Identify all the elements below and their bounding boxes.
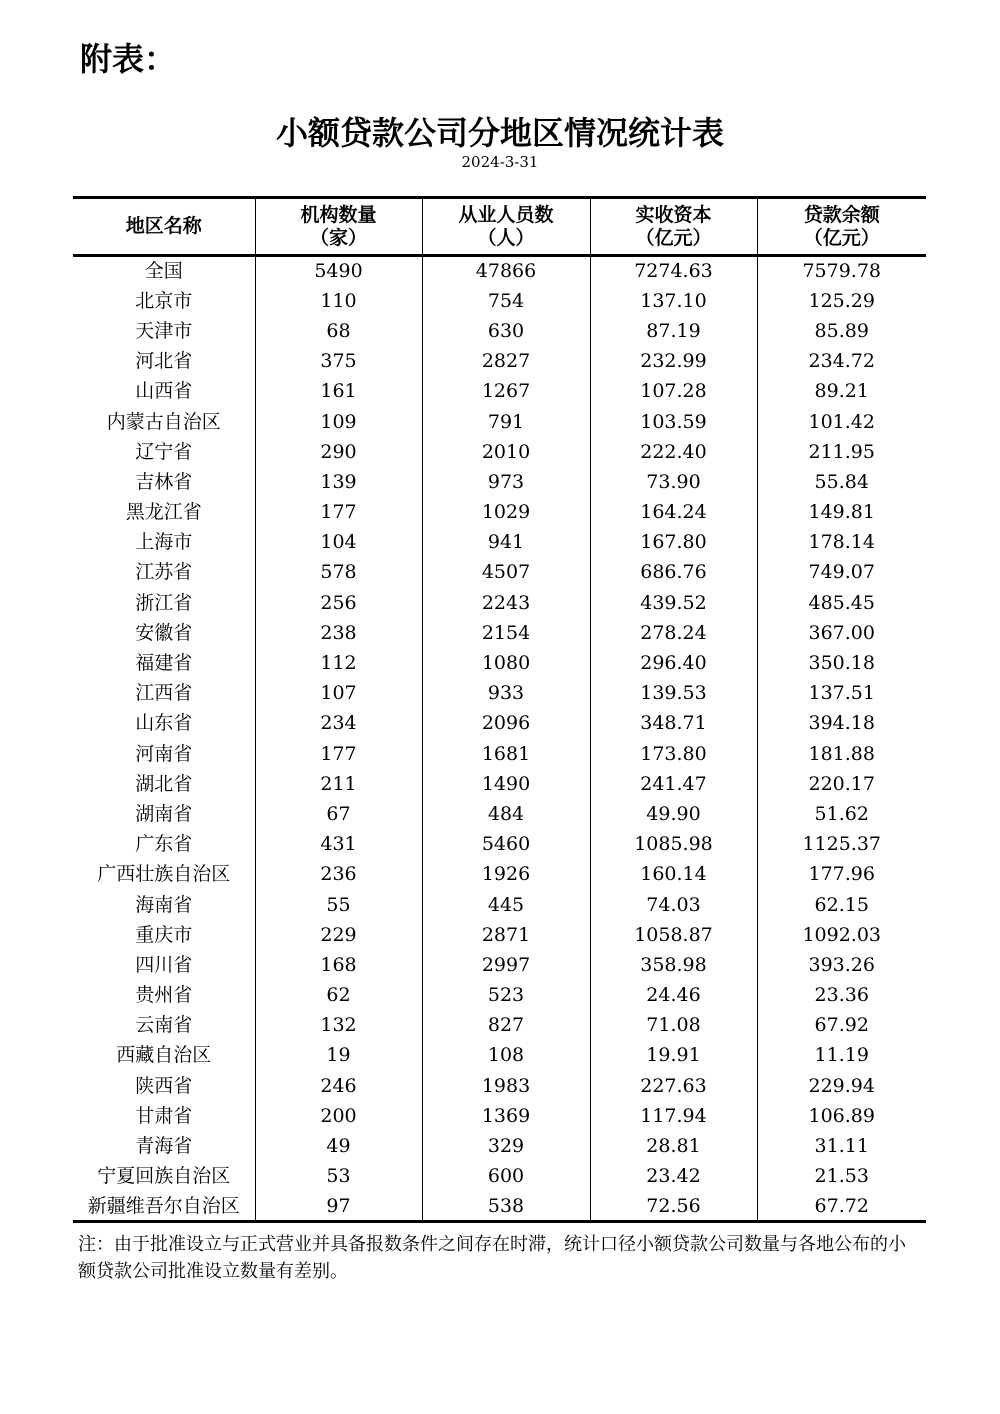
paid-in-capital-cell: 686.76 (590, 557, 757, 587)
table-header (73, 198, 926, 256)
loan-balance-cell: 350.18 (757, 648, 926, 678)
paid-in-capital-cell: 1058.87 (590, 920, 757, 950)
region-cell: 重庆市 (135, 923, 193, 946)
institutions-cell: 55 (255, 889, 422, 919)
paid-in-capital-cell: 139.53 (590, 678, 757, 708)
column-header-label: 从业人员数 (458, 203, 554, 226)
employees-cell: 630 (422, 316, 590, 346)
loan-balance-cell: 31.11 (757, 1131, 926, 1161)
region-cell: 上海市 (135, 531, 193, 554)
institutions-cell: 62 (255, 980, 422, 1010)
table-row (73, 557, 926, 587)
institutions-cell: 177 (255, 739, 422, 769)
institutions-cell: 578 (255, 557, 422, 587)
loan-balance-cell: 23.36 (757, 980, 926, 1010)
region-cell: 甘肃省 (135, 1104, 193, 1127)
table-row (73, 527, 926, 557)
employees-cell: 1983 (422, 1071, 590, 1101)
table-row (73, 1101, 926, 1131)
table-row (73, 1010, 926, 1040)
region-cell: 湖北省 (135, 772, 193, 795)
employees-cell: 973 (422, 467, 590, 497)
loan-balance-cell: 11.19 (757, 1040, 926, 1070)
employees-cell: 827 (422, 1010, 590, 1040)
paid-in-capital-cell: 74.03 (590, 889, 757, 919)
institutions-cell: 109 (255, 406, 422, 436)
table-row (73, 708, 926, 738)
paid-in-capital-cell: 103.59 (590, 406, 757, 436)
loan-balance-cell: 85.89 (757, 316, 926, 346)
institutions-cell: 19 (255, 1040, 422, 1070)
employees-cell: 791 (422, 406, 590, 436)
employees-cell: 2997 (422, 950, 590, 980)
table-row (73, 769, 926, 799)
employees-cell: 2096 (422, 708, 590, 738)
loan-balance-cell: 106.89 (757, 1101, 926, 1131)
employees-cell: 1029 (422, 497, 590, 527)
institutions-cell: 67 (255, 799, 422, 829)
institutions-cell: 68 (255, 316, 422, 346)
page-title: 小额贷款公司分地区情况统计表 (275, 114, 724, 152)
paid-in-capital-cell: 232.99 (590, 346, 757, 376)
table-row (73, 739, 926, 769)
employees-cell: 1369 (422, 1101, 590, 1131)
region-cell: 河北省 (135, 350, 193, 373)
paid-in-capital-cell: 107.28 (590, 376, 757, 406)
loan-balance-cell: 149.81 (757, 497, 926, 527)
paid-in-capital-cell: 73.90 (590, 467, 757, 497)
employees-cell: 108 (422, 1040, 590, 1070)
footnote: 注：由于批准设立与正式营业并具备报数条件之间存在时滞，统计口径小额贷款公司数量与各地公布的小额贷款公司批准设立数量有差别。 (78, 1234, 906, 1282)
table-row (73, 678, 926, 708)
loan-balance-cell: 178.14 (757, 527, 926, 557)
table-row (73, 1131, 926, 1161)
paid-in-capital-cell: 173.80 (590, 739, 757, 769)
paid-in-capital-cell: 348.71 (590, 708, 757, 738)
region-cell: 河南省 (135, 742, 193, 765)
employees-cell: 47866 (422, 256, 590, 286)
employees-cell: 484 (422, 799, 590, 829)
loan-balance-cell: 67.72 (757, 1191, 926, 1221)
employees-cell: 600 (422, 1161, 590, 1191)
institutions-cell: 229 (255, 920, 422, 950)
loan-balance-cell: 177.96 (757, 859, 926, 889)
paid-in-capital-cell: 24.46 (590, 980, 757, 1010)
paid-in-capital-cell: 87.19 (590, 316, 757, 346)
table-row (73, 588, 926, 618)
loan-balance-cell: 67.92 (757, 1010, 926, 1040)
table-row (73, 1191, 926, 1221)
column-header-unit: （家） (309, 226, 367, 249)
employees-cell: 1926 (422, 859, 590, 889)
institutions-cell: 375 (255, 346, 422, 376)
column-header-unit: （亿元） (803, 226, 880, 249)
loan-balance-cell: 393.26 (757, 950, 926, 980)
institutions-cell: 168 (255, 950, 422, 980)
loan-balance-cell: 62.15 (757, 889, 926, 919)
paid-in-capital-cell: 49.90 (590, 799, 757, 829)
column-header-region (73, 198, 255, 256)
institutions-cell: 49 (255, 1131, 422, 1161)
region-cell: 吉林省 (135, 470, 193, 493)
region-cell: 安徽省 (135, 621, 193, 644)
paid-in-capital-cell: 167.80 (590, 527, 757, 557)
employees-cell: 329 (422, 1131, 590, 1161)
paid-in-capital-cell: 71.08 (590, 1010, 757, 1040)
paid-in-capital-cell: 28.81 (590, 1131, 757, 1161)
loan-balance-cell: 367.00 (757, 618, 926, 648)
column-header-label: 地区名称 (125, 215, 202, 237)
loan-balance-cell: 137.51 (757, 678, 926, 708)
paid-in-capital-cell: 222.40 (590, 437, 757, 467)
paid-in-capital-cell: 358.98 (590, 950, 757, 980)
loan-balance-cell: 51.62 (757, 799, 926, 829)
loan-balance-cell: 234.72 (757, 346, 926, 376)
loan-balance-cell: 485.45 (757, 588, 926, 618)
table-row (73, 1071, 926, 1101)
column-header-label: 贷款余额 (803, 203, 880, 226)
region-cell: 青海省 (135, 1135, 193, 1158)
column-header-unit: （亿元） (635, 226, 712, 249)
column-header-label: 实收资本 (635, 203, 712, 226)
loan-balance-cell: 1092.03 (757, 920, 926, 950)
loan-balance-cell: 394.18 (757, 708, 926, 738)
employees-cell: 5460 (422, 829, 590, 859)
table-row (73, 406, 926, 436)
institutions-cell: 246 (255, 1071, 422, 1101)
paid-in-capital-cell: 7274.63 (590, 256, 757, 286)
institutions-cell: 234 (255, 708, 422, 738)
region-cell: 天津市 (135, 319, 193, 342)
employees-cell: 2243 (422, 588, 590, 618)
region-cell: 广东省 (135, 833, 193, 856)
employees-cell: 941 (422, 527, 590, 557)
region-cell: 内蒙古自治区 (106, 410, 221, 433)
paid-in-capital-cell: 72.56 (590, 1191, 757, 1221)
region-cell: 黑龙江省 (125, 501, 202, 524)
appendix-label: 附表： (80, 40, 177, 78)
employees-cell: 933 (422, 678, 590, 708)
column-header-paid-in-capital (590, 198, 757, 256)
employees-cell: 1080 (422, 648, 590, 678)
table-row (73, 316, 926, 346)
paid-in-capital-cell: 278.24 (590, 618, 757, 648)
paid-in-capital-cell: 117.94 (590, 1101, 757, 1131)
loan-balance-cell: 89.21 (757, 376, 926, 406)
institutions-cell: 97 (255, 1191, 422, 1221)
statistics-table (73, 196, 926, 1223)
employees-cell: 2010 (422, 437, 590, 467)
institutions-cell: 290 (255, 437, 422, 467)
paid-in-capital-cell: 296.40 (590, 648, 757, 678)
institutions-cell: 211 (255, 769, 422, 799)
table-row (73, 437, 926, 467)
paid-in-capital-cell: 1085.98 (590, 829, 757, 859)
institutions-cell: 256 (255, 588, 422, 618)
region-cell: 山东省 (135, 712, 193, 735)
institutions-cell: 431 (255, 829, 422, 859)
column-header-label: 机构数量 (300, 203, 377, 226)
loan-balance-cell: 1125.37 (757, 829, 926, 859)
institutions-cell: 132 (255, 1010, 422, 1040)
table-row (73, 376, 926, 406)
table-body (73, 256, 926, 1222)
region-cell: 云南省 (135, 1014, 193, 1037)
region-cell: 广西壮族自治区 (97, 863, 231, 886)
table-row (73, 286, 926, 316)
loan-balance-cell: 125.29 (757, 286, 926, 316)
loan-balance-cell: 55.84 (757, 467, 926, 497)
table-row (73, 950, 926, 980)
employees-cell: 2871 (422, 920, 590, 950)
table-row (73, 889, 926, 919)
employees-cell: 1490 (422, 769, 590, 799)
loan-balance-cell: 220.17 (757, 769, 926, 799)
loan-balance-cell: 749.07 (757, 557, 926, 587)
region-cell: 湖南省 (135, 802, 193, 825)
institutions-cell: 177 (255, 497, 422, 527)
region-cell: 全国 (144, 260, 183, 283)
region-cell: 四川省 (135, 953, 193, 976)
table-row (73, 1040, 926, 1070)
employees-cell: 523 (422, 980, 590, 1010)
region-cell: 贵州省 (135, 984, 193, 1007)
employees-cell: 754 (422, 286, 590, 316)
region-cell: 宁夏回族自治区 (97, 1165, 231, 1188)
institutions-cell: 104 (255, 527, 422, 557)
region-cell: 海南省 (135, 893, 193, 916)
employees-cell: 538 (422, 1191, 590, 1221)
table-row (73, 859, 926, 889)
column-header-unit: （人） (477, 226, 535, 249)
paid-in-capital-cell: 241.47 (590, 769, 757, 799)
region-cell: 江苏省 (135, 561, 193, 584)
loan-balance-cell: 101.42 (757, 406, 926, 436)
table-row (73, 799, 926, 829)
institutions-cell: 161 (255, 376, 422, 406)
table-row (73, 256, 926, 286)
institutions-cell: 200 (255, 1101, 422, 1131)
table-row (73, 497, 926, 527)
employees-cell: 1267 (422, 376, 590, 406)
institutions-cell: 5490 (255, 256, 422, 286)
institutions-cell: 236 (255, 859, 422, 889)
employees-cell: 2827 (422, 346, 590, 376)
region-cell: 辽宁省 (135, 440, 193, 463)
table-row (73, 829, 926, 859)
employees-cell: 445 (422, 889, 590, 919)
paid-in-capital-cell: 439.52 (590, 588, 757, 618)
institutions-cell: 139 (255, 467, 422, 497)
employees-cell: 4507 (422, 557, 590, 587)
region-cell: 福建省 (135, 652, 193, 675)
institutions-cell: 107 (255, 678, 422, 708)
paid-in-capital-cell: 19.91 (590, 1040, 757, 1070)
paid-in-capital-cell: 164.24 (590, 497, 757, 527)
region-cell: 江西省 (135, 682, 193, 705)
loan-balance-cell: 181.88 (757, 739, 926, 769)
region-cell: 新疆维吾尔自治区 (73, 1191, 255, 1221)
loan-balance-cell: 7579.78 (757, 256, 926, 286)
table-row (73, 920, 926, 950)
institutions-cell: 238 (255, 618, 422, 648)
column-header-institutions (255, 198, 422, 256)
table-row (73, 1161, 926, 1191)
region-cell: 陕西省 (135, 1074, 193, 1097)
loan-balance-cell: 211.95 (757, 437, 926, 467)
region-cell: 西藏自治区 (116, 1044, 212, 1067)
institutions-cell: 110 (255, 286, 422, 316)
table-row (73, 346, 926, 376)
paid-in-capital-cell: 23.42 (590, 1161, 757, 1191)
institutions-cell: 112 (255, 648, 422, 678)
region-cell: 山西省 (135, 380, 193, 403)
header-row (73, 198, 926, 256)
employees-cell: 2154 (422, 618, 590, 648)
table-row (73, 648, 926, 678)
loan-balance-cell: 21.53 (757, 1161, 926, 1191)
loan-balance-cell: 229.94 (757, 1071, 926, 1101)
paid-in-capital-cell: 227.63 (590, 1071, 757, 1101)
region-cell: 北京市 (135, 289, 193, 312)
paid-in-capital-cell: 160.14 (590, 859, 757, 889)
region-cell: 浙江省 (135, 591, 193, 614)
table-row (73, 467, 926, 497)
employees-cell: 1681 (422, 739, 590, 769)
paid-in-capital-cell: 137.10 (590, 286, 757, 316)
report-date: 2024-3-31 (461, 153, 539, 171)
institutions-cell: 53 (255, 1161, 422, 1191)
column-header-employees (422, 198, 590, 256)
table-row (73, 618, 926, 648)
table-row (73, 980, 926, 1010)
column-header-loan-balance (757, 198, 926, 256)
